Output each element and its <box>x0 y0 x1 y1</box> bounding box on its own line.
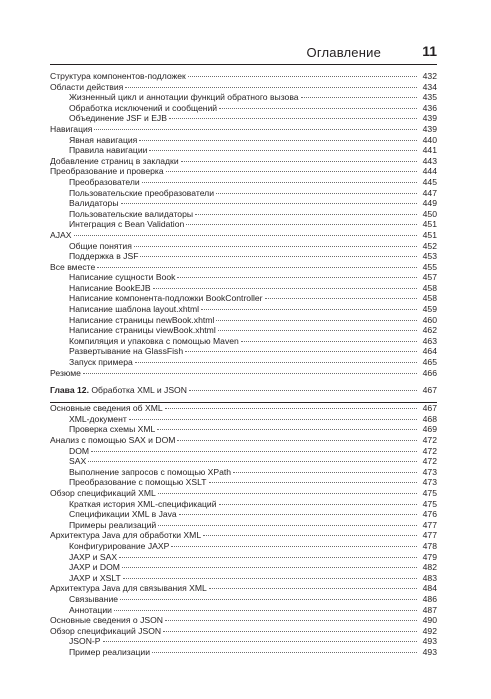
toc-page-number: 462 <box>422 325 437 336</box>
toc-entry-title: Архитектура Java для обработки XML <box>50 530 202 541</box>
toc-subsection-entry <box>50 499 437 510</box>
toc-page-number: 447 <box>422 187 437 198</box>
toc-page-number: 479 <box>422 551 437 562</box>
toc-subsection-entry <box>50 336 437 347</box>
toc-subsection-entry <box>50 103 437 114</box>
toc-page-number: 493 <box>422 646 437 657</box>
toc-entry-title: Написание страницы viewBook.xhtml <box>69 325 216 336</box>
toc-entry-title: Аннотации <box>69 604 112 615</box>
toc-page-number: 472 <box>422 445 437 456</box>
toc-entry-title: Обзор спецификаций XML <box>50 487 156 498</box>
toc-entry-title: Резюме <box>50 367 81 378</box>
dot-leader <box>149 150 417 151</box>
dot-leader <box>216 320 417 321</box>
toc-section-entry <box>50 230 437 241</box>
toc-entry-title: JAXP и SAX <box>69 551 118 562</box>
toc-entry-title: Компиляция и упаковка с помощью Maven <box>69 335 239 346</box>
toc-section-entry <box>50 166 437 177</box>
header-rule <box>50 64 437 65</box>
toc-entry-title: Написание компонента-подложки BookController <box>69 293 263 304</box>
toc-entry-title: JAXP и XSLT <box>69 572 121 583</box>
toc-page-number: 463 <box>422 335 437 346</box>
toc-page-number: 439 <box>422 123 437 134</box>
toc-subsection-entry <box>50 188 437 199</box>
dot-leader <box>185 351 417 352</box>
toc-entry-title: SAX <box>69 456 87 467</box>
dot-leader <box>158 525 417 526</box>
toc-subsection-entry <box>50 293 437 304</box>
toc-subsection-entry <box>50 541 437 552</box>
toc-page-number: 451 <box>422 229 437 240</box>
toc-subsection-entry <box>50 647 437 658</box>
dot-leader <box>153 288 417 289</box>
toc-page-number: 486 <box>422 593 437 604</box>
toc-page-number: 473 <box>422 477 437 488</box>
dot-leader <box>103 641 417 642</box>
dot-leader <box>120 599 417 600</box>
dot-leader <box>152 652 417 653</box>
dot-leader <box>121 203 417 204</box>
toc-entry-title: Добавление страниц в закладки <box>50 155 179 166</box>
toc-page-number: 459 <box>422 304 437 315</box>
dot-leader <box>201 309 417 310</box>
toc-page-number: 475 <box>422 498 437 509</box>
toc-subsection-entry <box>50 272 437 283</box>
toc-page-number: 452 <box>422 240 437 251</box>
toc-subsection-entry <box>50 446 437 457</box>
toc-page-number: 490 <box>422 615 437 626</box>
toc-page-number: 477 <box>422 519 437 530</box>
toc-page-number: 440 <box>422 134 437 145</box>
chapter-title: Обработка XML и JSON <box>91 385 187 396</box>
toc-entry-title: Проверка схемы XML <box>69 424 156 435</box>
toc-entry-title: JSON-P <box>69 636 101 647</box>
toc-subsection-entry <box>50 520 437 531</box>
toc-subsection-entry <box>50 509 437 520</box>
toc-subsection-entry <box>50 145 437 156</box>
toc-entry-title: Области действия <box>50 81 124 92</box>
toc-entry-title: Выполнение запросов с помощью XPath <box>69 466 232 477</box>
dot-leader <box>119 557 417 558</box>
toc-entry-title: Спецификации XML в Java <box>69 509 177 520</box>
toc-page-number: 492 <box>422 625 437 636</box>
dot-leader <box>165 408 417 409</box>
dot-leader <box>177 277 417 278</box>
dot-leader <box>88 461 417 462</box>
dot-leader <box>219 108 417 109</box>
dot-leader <box>186 224 417 225</box>
toc-page-number: 434 <box>422 81 437 92</box>
toc-entry-title: Написание шаблона layout.xhtml <box>69 304 200 315</box>
toc-subsection-entry <box>50 346 437 357</box>
toc-page-number: 451 <box>422 219 437 230</box>
toc-page-number: 435 <box>422 92 437 103</box>
dot-leader <box>129 419 417 420</box>
toc-subsection-entry <box>50 304 437 315</box>
toc-chapter-entry <box>50 384 437 396</box>
dot-leader <box>233 472 417 473</box>
toc-page-number: 472 <box>422 456 437 467</box>
dot-leader <box>114 610 417 611</box>
dot-leader <box>140 256 417 257</box>
toc-entry-title: Все вместе <box>50 261 96 272</box>
toc-entry-title: Правила навигации <box>69 145 148 156</box>
toc-entry-title: DOM <box>69 445 90 456</box>
table-of-contents <box>50 71 437 657</box>
dot-leader <box>125 87 417 88</box>
toc-entry-title: Пользовательские валидаторы <box>69 208 194 219</box>
toc-entry-title: Связывание <box>69 593 119 604</box>
toc-page-number: 473 <box>422 466 437 477</box>
toc-page-number: 476 <box>422 509 437 520</box>
toc-page-number: 458 <box>422 293 437 304</box>
toc-entry-title: Объединение JSF и EJB <box>69 113 167 124</box>
dot-leader <box>179 514 417 515</box>
toc-entry-title: JAXP и DOM <box>69 562 120 573</box>
dot-leader <box>177 440 417 441</box>
toc-section-entry <box>50 583 437 594</box>
toc-subsection-entry <box>50 325 437 336</box>
toc-entry-title: AJAX <box>50 229 72 240</box>
running-header <box>50 43 437 63</box>
toc-section-entry <box>50 156 437 167</box>
toc-subsection-entry <box>50 251 437 262</box>
dot-leader <box>265 298 417 299</box>
toc-subsection-entry <box>50 477 437 488</box>
toc-page-number: 432 <box>422 71 437 81</box>
toc-subsection-entry <box>50 315 437 326</box>
toc-entry-title: Пользовательские преобразователи <box>69 187 214 198</box>
dot-leader <box>219 504 417 505</box>
toc-section-entry <box>50 615 437 626</box>
toc-entry-title: Обзор спецификаций JSON <box>50 625 162 636</box>
toc-entry-title: Запуск примера <box>69 357 133 368</box>
toc-section-entry <box>50 124 437 135</box>
toc-entry-title: Преобразование и проверка <box>50 166 164 177</box>
toc-entry-title: Интеграция с Bean Validation <box>69 219 185 230</box>
dot-leader <box>241 341 417 342</box>
toc-entry-title: Развертывание на GlassFish <box>69 346 184 357</box>
page-number: 11 <box>422 43 437 59</box>
toc-subsection-entry <box>50 219 437 230</box>
dot-leader <box>142 182 417 183</box>
toc-section-entry <box>50 402 437 414</box>
toc-page-number: 493 <box>422 636 437 647</box>
dot-leader <box>123 578 417 579</box>
toc-entry-title: Жизненный цикл и аннотации функций обратного вызова <box>69 92 299 103</box>
dot-leader <box>122 567 417 568</box>
toc-page-number: 469 <box>422 424 437 435</box>
toc-section-entry <box>50 82 437 93</box>
toc-entry-title: Пример реализации <box>69 646 151 657</box>
toc-entry-title: Общие понятия <box>69 240 132 251</box>
toc-page-number: 457 <box>422 272 437 283</box>
toc-section-entry <box>50 71 437 82</box>
toc-entry-title: XML-документ <box>69 413 127 424</box>
toc-entry-title: Основные сведения об XML <box>50 403 163 414</box>
toc-subsection-entry <box>50 241 437 252</box>
dot-leader <box>188 76 417 77</box>
toc-page-number: 444 <box>422 166 437 177</box>
toc-page-number: 482 <box>422 562 437 573</box>
dot-leader <box>195 214 417 215</box>
toc-page-number: 460 <box>422 314 437 325</box>
toc-section-entry <box>50 626 437 637</box>
toc-subsection-entry <box>50 414 437 425</box>
dot-leader <box>169 118 417 119</box>
toc-entry-title: Краткая история XML-спецификаций <box>69 498 217 509</box>
toc-subsection-entry <box>50 283 437 294</box>
dot-leader <box>203 535 417 536</box>
toc-subsection-entry <box>50 209 437 220</box>
toc-page-number: 468 <box>422 413 437 424</box>
toc-subsection-entry <box>50 357 437 368</box>
toc-page-number: 472 <box>422 435 437 445</box>
toc-page-number: 464 <box>422 346 437 357</box>
toc-page-number: 441 <box>422 145 437 156</box>
toc-entry-title: Написание BookEJB <box>69 282 151 293</box>
dot-leader <box>216 193 417 194</box>
toc-entry-title: Явная навигация <box>69 134 138 145</box>
dot-leader <box>166 171 417 172</box>
dot-leader <box>158 493 417 494</box>
dot-leader <box>163 631 417 632</box>
toc-subsection-entry <box>50 177 437 188</box>
toc-subsection-entry <box>50 467 437 478</box>
dot-leader <box>157 429 417 430</box>
toc-page-number: 450 <box>422 208 437 219</box>
dot-leader <box>171 546 417 547</box>
toc-page-number: 483 <box>422 572 437 583</box>
dot-leader <box>139 140 417 141</box>
dot-leader <box>189 390 417 391</box>
toc-subsection-entry <box>50 562 437 573</box>
toc-entry-title: Архитектура Java для связывания XML <box>50 583 207 594</box>
toc-entry-title: Навигация <box>50 123 93 134</box>
toc-subsection-entry <box>50 573 437 584</box>
toc-entry-title: Примеры реализаций <box>69 519 157 530</box>
dot-leader <box>209 588 417 589</box>
toc-section-entry <box>50 435 437 446</box>
toc-entry-title: Написание сущности Book <box>69 272 176 283</box>
toc-page-number: 458 <box>422 282 437 293</box>
dot-leader <box>134 246 417 247</box>
toc-entry-title: Преобразование с помощью XSLT <box>69 477 207 488</box>
toc-subsection-entry <box>50 552 437 563</box>
toc-entry-title: Поддержка в JSF <box>69 251 139 262</box>
toc-page-number: 466 <box>422 367 437 378</box>
toc-entry-title: Конфигурирование JAXP <box>69 540 170 551</box>
toc-page-number: 487 <box>422 604 437 615</box>
chapter-prefix: Глава 12. <box>50 385 89 396</box>
toc-page-number: 449 <box>422 198 437 209</box>
dot-leader <box>165 620 417 621</box>
toc-entry-title: Обработка исключений и сообщений <box>69 102 218 113</box>
dot-leader <box>218 330 417 331</box>
toc-subsection-entry <box>50 92 437 103</box>
dot-leader <box>301 97 417 98</box>
toc-page-number: 455 <box>422 261 437 272</box>
running-header-title: Оглавление <box>306 45 381 60</box>
dot-leader <box>91 451 417 452</box>
toc-entry-title: Преобразователи <box>69 176 140 187</box>
toc-subsection-entry <box>50 594 437 605</box>
toc-section-entry <box>50 530 437 541</box>
toc-entry-title <box>50 384 187 396</box>
toc-section-entry <box>50 368 437 379</box>
toc-page-number: 439 <box>422 113 437 124</box>
toc-section-entry <box>50 488 437 499</box>
dot-leader <box>74 235 418 236</box>
toc-entry-title: Структура компонентов-подложек <box>50 71 186 81</box>
toc-page-number: 475 <box>422 487 437 498</box>
dot-leader <box>135 362 417 363</box>
toc-subsection-entry <box>50 636 437 647</box>
toc-subsection-entry <box>50 424 437 435</box>
toc-subsection-entry <box>50 605 437 616</box>
toc-entry-title: Написание страницы newBook.xhtml <box>69 314 215 325</box>
toc-page-number: 443 <box>422 155 437 166</box>
toc-entry-title: Анализ с помощью SAX и DOM <box>50 435 176 445</box>
toc-page-number: 467 <box>422 385 437 396</box>
toc-subsection-entry <box>50 198 437 209</box>
dot-leader <box>83 373 417 374</box>
toc-subsection-entry <box>50 456 437 467</box>
toc-section-entry <box>50 262 437 273</box>
toc-page-number: 453 <box>422 251 437 262</box>
toc-entry-title: Валидаторы <box>69 198 119 209</box>
toc-page-number: 477 <box>422 530 437 541</box>
dot-leader <box>94 129 417 130</box>
toc-page-number: 436 <box>422 102 437 113</box>
toc-page-number: 465 <box>422 357 437 368</box>
toc-subsection-entry <box>50 113 437 124</box>
dot-leader <box>209 482 417 483</box>
toc-page-number: 484 <box>422 583 437 594</box>
toc-entry-title: Основные сведения о JSON <box>50 615 163 626</box>
toc-page-number: 478 <box>422 540 437 551</box>
toc-page-number: 445 <box>422 176 437 187</box>
dot-leader <box>181 161 417 162</box>
dot-leader <box>97 267 417 268</box>
toc-subsection-entry <box>50 135 437 146</box>
toc-page-number: 467 <box>422 403 437 414</box>
